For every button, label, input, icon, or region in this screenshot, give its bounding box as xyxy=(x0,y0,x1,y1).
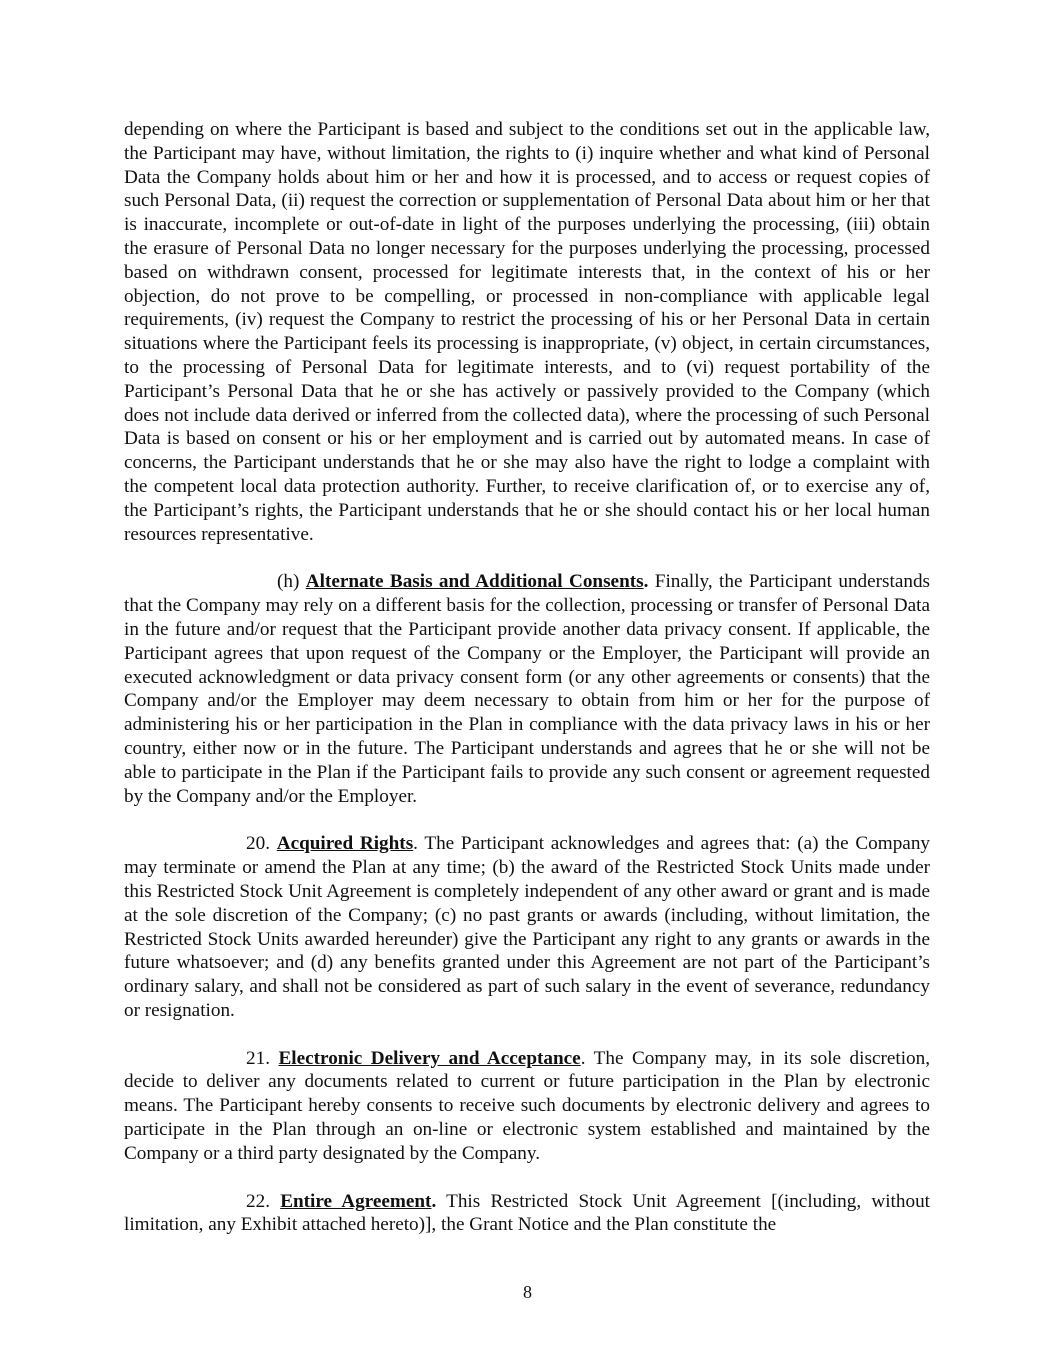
section-20-heading-punct: . xyxy=(413,833,418,855)
section-21-body: The Company may, in its sole discretion, decide to deliver any documents related to current or future participation in the Plan by electronic means. The Participant hereby consents to receive such documents by electronic delivery and agrees to participate in the Plan through an on-line or electronic system established and maintained by the Company or a third party designated by the Company. xyxy=(124,1047,931,1164)
section-22-body: This Restricted Stock Unit Agreement [(including, without limitation, any Exhibit attached hereto)], the Grant Notice and the Plan constitute the xyxy=(124,1190,930,1236)
section-h-body: Finally, the Participant understands that the Company may rely on a different basis for the collection, processing or transfer of Personal Data in the future and/or request that the Participant provide another data privacy consent. If applicable, the Participant agrees that upon request of the Company or the Employer, the Participant will provide an executed acknowledgment or data privacy consent form (or any other agreements or consents) that the Company and/or the Employer may deem necessary to obtain from him or her for the purpose of administering his or her participation in the Plan in compliance with the data privacy laws in his or her country, either now or in the future. The Participant understands and agrees that he or she will not be able to participate in the Plan if the Participant fails to provide any such consent or agreement requested by the Company and/or the Employer. xyxy=(124,571,931,807)
section-20-heading: Acquired Rights xyxy=(276,833,414,855)
section-22-heading-punct: . xyxy=(431,1190,437,1212)
section-22-entire-agreement xyxy=(124,1190,930,1238)
document-body xyxy=(124,118,930,1237)
section-h-heading: Alternate Basis and Additional Consents xyxy=(305,571,644,593)
section-21-heading: Electronic Delivery and Acceptance xyxy=(278,1047,581,1069)
section-h-number: (h) xyxy=(277,571,300,593)
section-20-number: 20. xyxy=(246,833,270,855)
section-20-body: The Participant acknowledges and agrees that: (a) the Company may terminate or amend the Plan at any time; (b) the award of the Restricted Stock Units made under this Restricted Stock Unit Agreement is completely independent of any other award or grant and is made at the sole discretion of the Company; (c) no past grants or awards (including, without limitation, the Restricted Stock Units awarded hereunder) give the Participant any right to any grants or awards in the future whatsoever; and (d) any benefits granted under this Agreement are not part of the Participant’s ordinary salary, and shall not be considered as part of such salary in the event of severance, redundancy or resignation. xyxy=(124,833,931,1021)
section-h-alternate-basis xyxy=(124,570,930,808)
paragraph-data-subject-rights: depending on where the Participant is based and subject to the conditions set out in the applicable law, the Participant may have, without limitation, the rights to (i) inquire whether and what kind of Personal Data the Company holds about him or her and how it is processed, and to access or request copies of such Personal Data, (ii) request the correction or supplementation of Personal Data about him or her that is inaccurate, incomplete or out-of-date in light of the purposes underlying the processing, (iii) obtain the erasure of Personal Data no longer necessary for the purposes underlying the processing, processed based on withdrawn consent, processed for legitimate interests that, in the context of his or her objection, do not prove to be compelling, or processed in non-compliance with applicable legal requirements, (iv) request the Company to restrict the processing of his or her Personal Data in certain situations where the Participant feels its processing is inappropriate, (v) object, in certain circumstances, to the processing of Personal Data for legitimate interests, and to (vi) request portability of the Participant’s Personal Data that he or she has actively or passively provided to the Company (which does not include data derived or inferred from the collected data), where the processing of such Personal Data is based on consent or his or her employment and is carried out by automated means. In case of concerns, the Participant understands that he or she may also have the right to lodge a complaint with the competent local data protection authority. Further, to receive clarification of, or to exercise any of, the Participant’s rights, the Participant understands that he or she should contact his or her local human resources representative. xyxy=(124,119,930,545)
section-21-number: 21. xyxy=(246,1047,270,1069)
section-21-electronic-delivery xyxy=(124,1047,930,1166)
section-21-heading-punct: . xyxy=(580,1047,586,1069)
section-22-number: 22. xyxy=(246,1190,270,1212)
section-22-heading: Entire Agreement xyxy=(280,1190,432,1212)
page-number: 8 xyxy=(523,1282,532,1302)
section-20-acquired-rights xyxy=(124,832,930,1022)
section-h-heading-punct: . xyxy=(643,571,649,593)
